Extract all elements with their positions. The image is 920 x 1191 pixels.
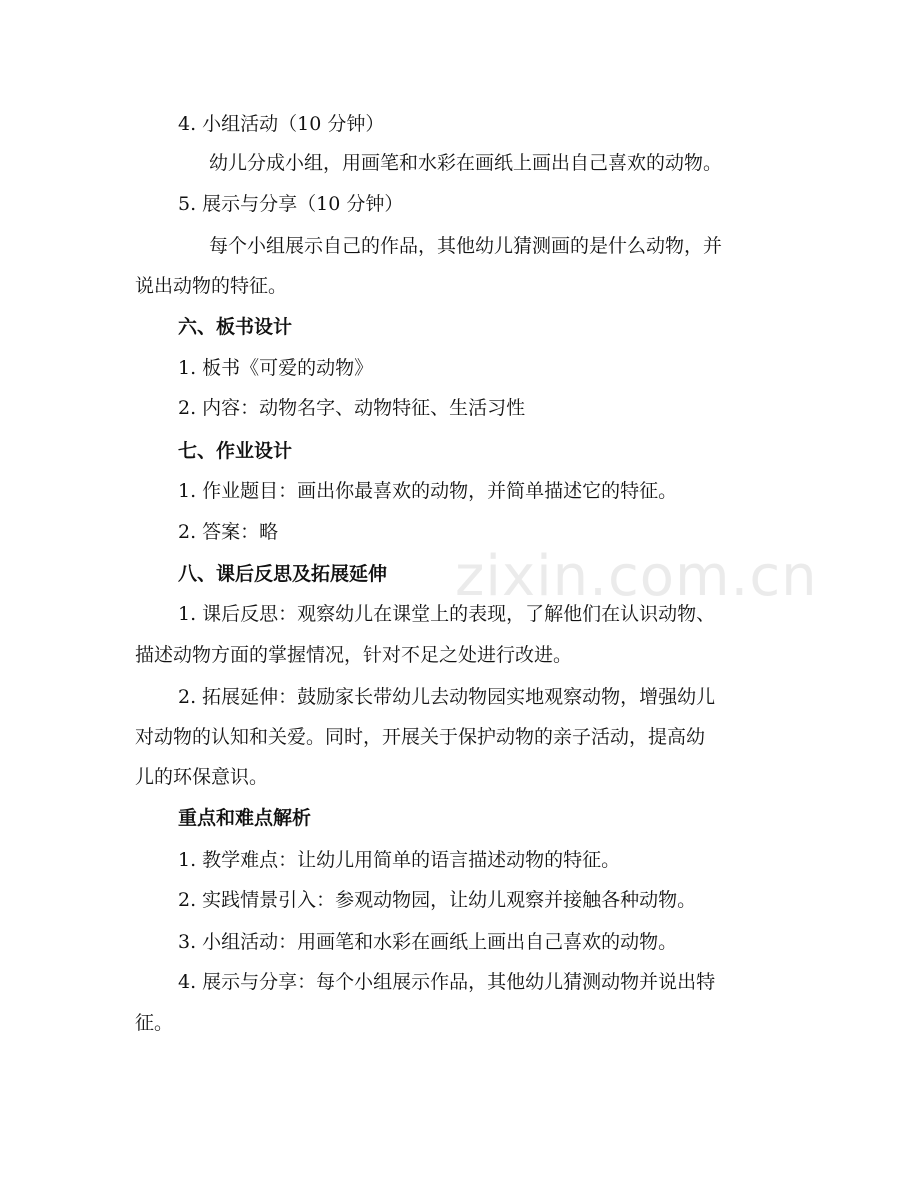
activity5-text-line2: 说出动物的特征。 — [135, 275, 288, 297]
key-point-4-line1: 4. 展示与分享：每个小组展示作品，其他幼儿猜测动物并说出特 — [178, 971, 716, 993]
section8-item2-line1: 2. 拓展延伸：鼓励家长带幼儿去动物园实地观察动物，增强幼儿 — [178, 686, 716, 708]
section8-item2-line3: 儿的环保意识。 — [135, 766, 269, 788]
section6-item-2: 2. 内容：动物名字、动物特征、生活习性 — [178, 397, 526, 419]
activity5-heading: 5. 展示与分享（10 分钟） — [178, 193, 404, 215]
section7-heading: 七、作业设计 — [178, 440, 293, 462]
activity5-text-line1: 每个小组展示自己的作品，其他幼儿猜测画的是什么动物，并 — [209, 235, 723, 257]
section7-item-1: 1. 作业题目：画出你最喜欢的动物，并简单描述它的特征。 — [178, 480, 678, 502]
activity4-text: 幼儿分成小组，用画笔和水彩在画纸上画出自己喜欢的动物。 — [209, 152, 723, 174]
key-point-3: 3. 小组活动：用画笔和水彩在画纸上画出自己喜欢的动物。 — [178, 931, 678, 953]
section8-item1-line2: 描述动物方面的掌握情况，针对不足之处进行改进。 — [135, 644, 573, 666]
key-point-2: 2. 实践情景引入：参观动物园，让幼儿观察并接触各种动物。 — [178, 889, 697, 911]
section8-item2-line2: 对动物的认知和关爱。同时，开展关于保护动物的亲子活动，提高幼 — [135, 726, 706, 748]
key-point-4-line2: 征。 — [135, 1012, 174, 1034]
section8-heading: 八、课后反思及拓展延伸 — [178, 563, 388, 585]
section6-item-1: 1. 板书《可爱的动物》 — [178, 357, 374, 379]
watermark: zixin.com.cn — [455, 544, 818, 609]
key-point-1: 1. 教学难点：让幼儿用简单的语言描述动物的特征。 — [178, 849, 621, 871]
section7-item-2: 2. 答案：略 — [178, 521, 279, 543]
section8-item1-line1: 1. 课后反思：观察幼儿在课堂上的表现，了解他们在认识动物、 — [178, 603, 716, 625]
section6-heading: 六、板书设计 — [178, 316, 293, 338]
key-points-heading: 重点和难点解析 — [178, 807, 312, 829]
activity4-heading: 4. 小组活动（10 分钟） — [178, 113, 385, 135]
